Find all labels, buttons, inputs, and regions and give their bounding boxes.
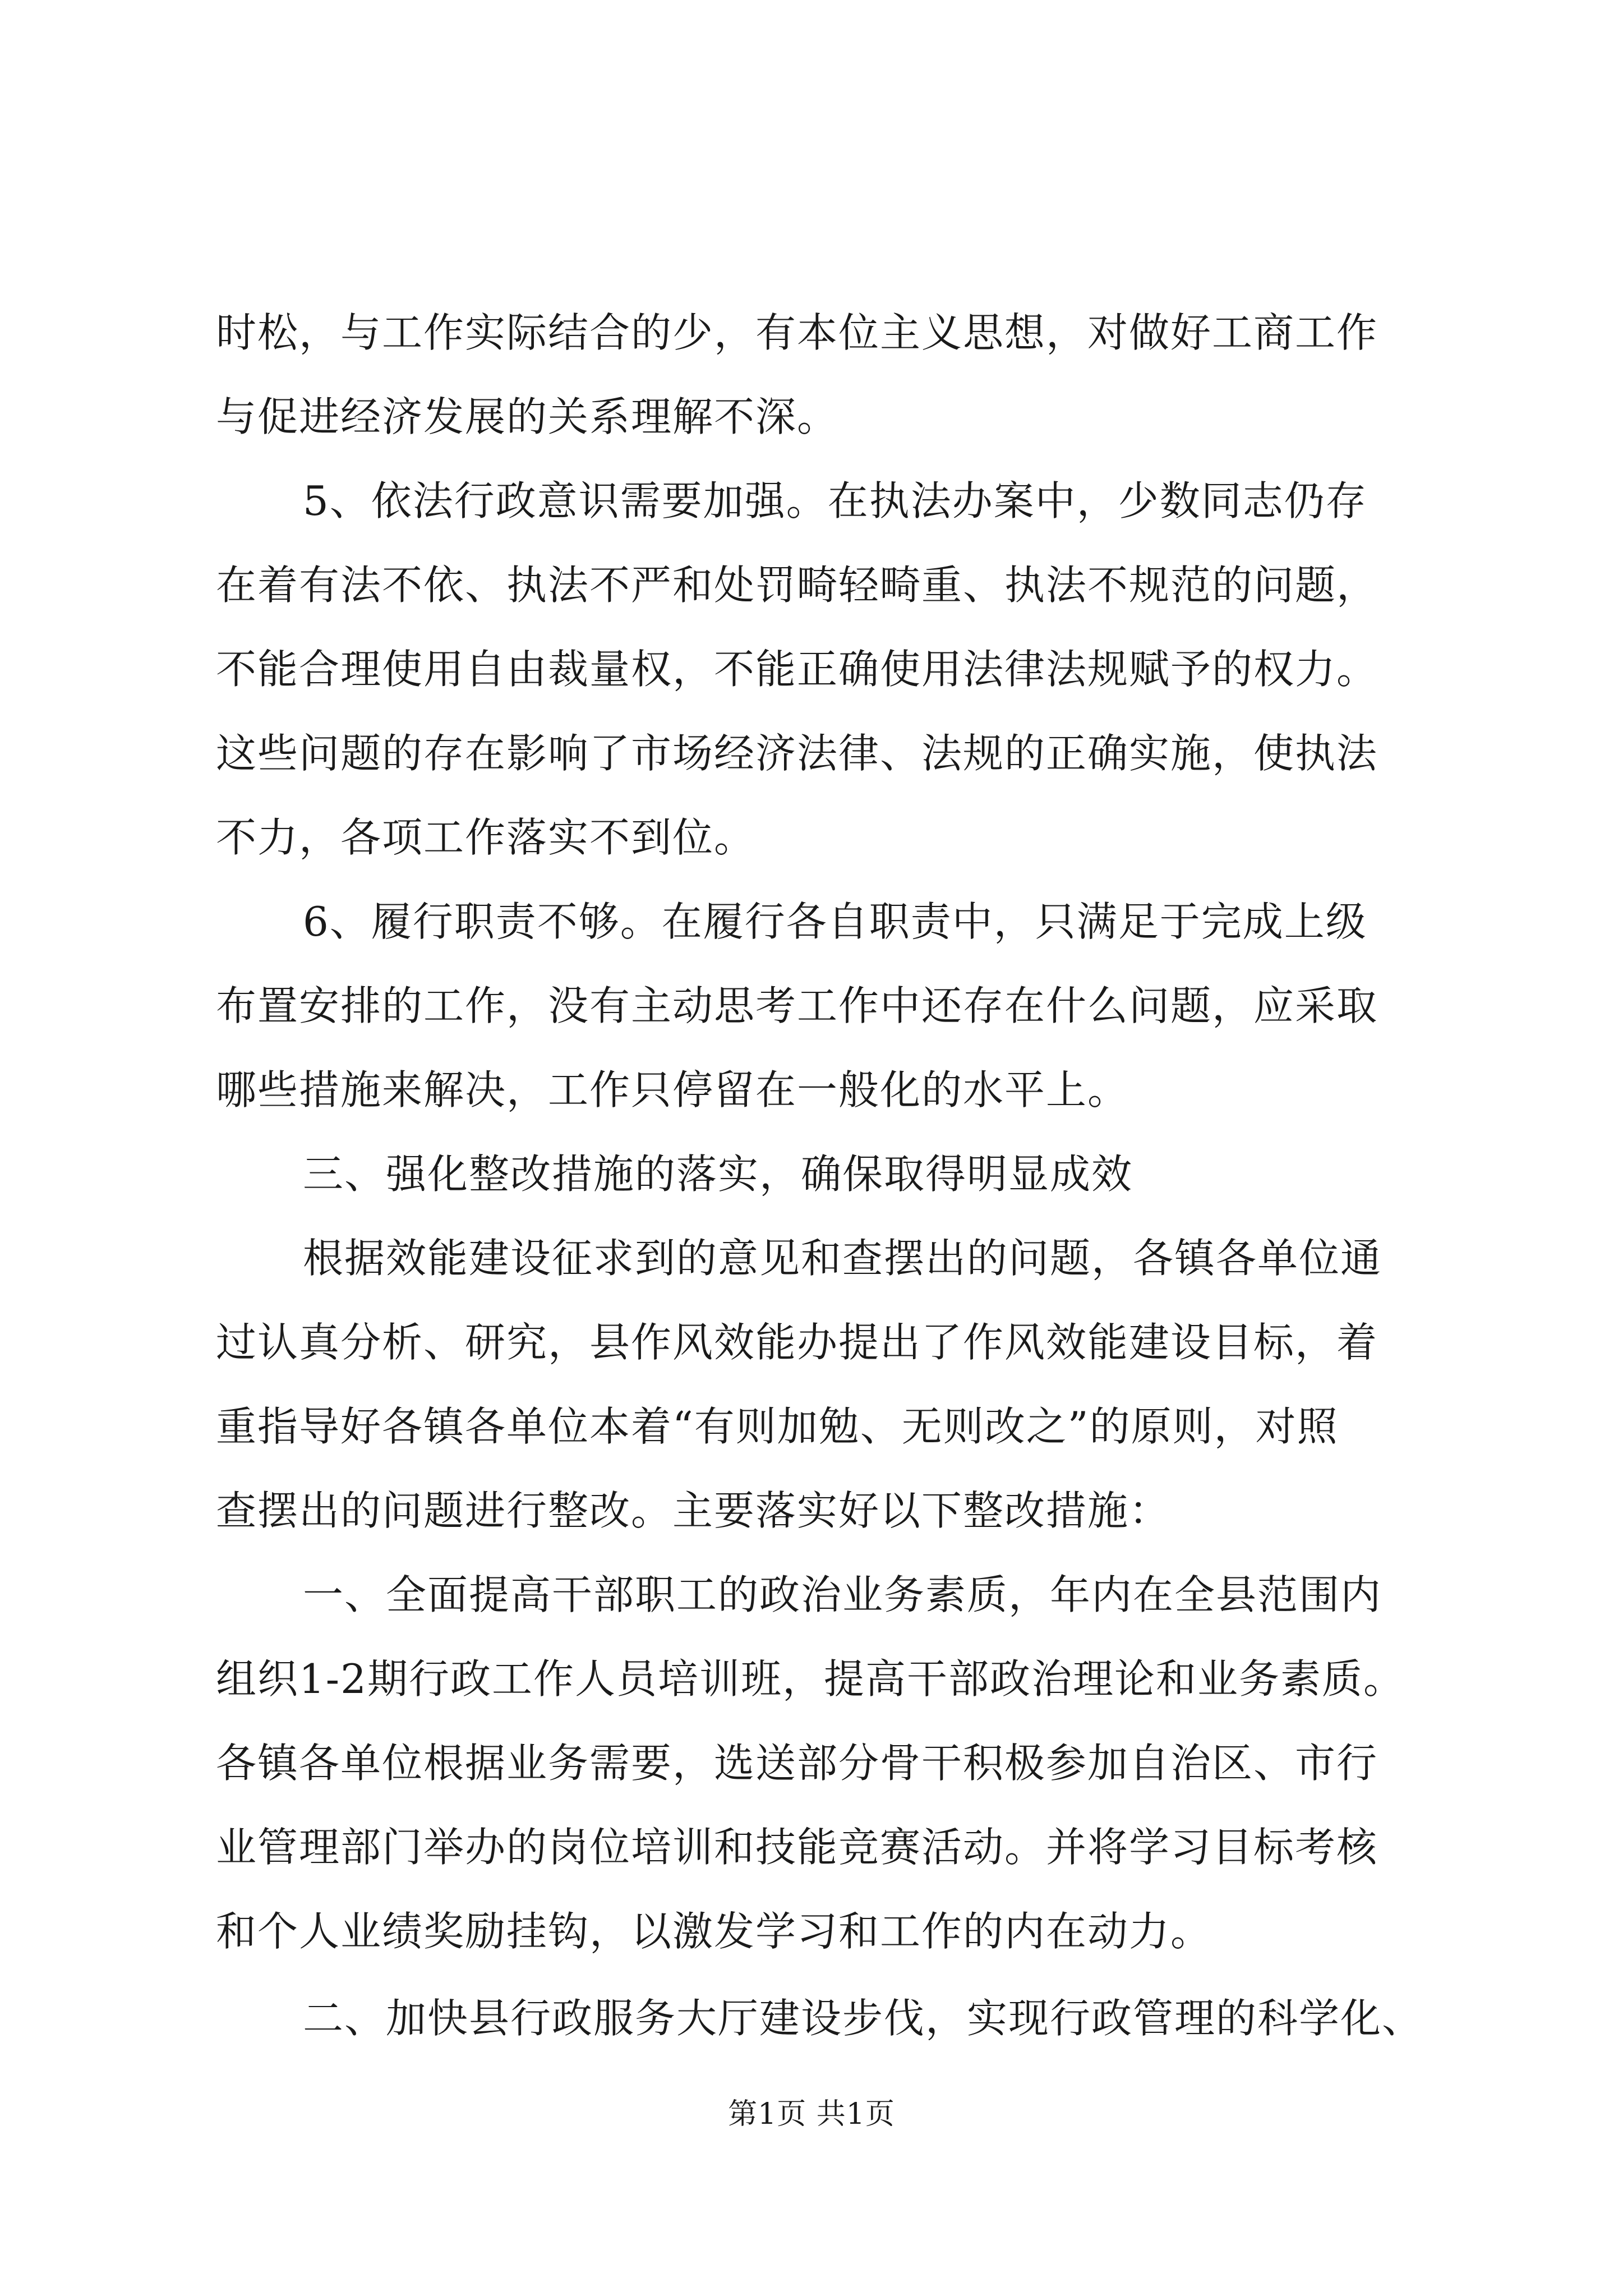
text-line: 时松，与工作实际结合的少，有本位主义思想，对做好工商工作	[216, 309, 1378, 356]
text-line: 在着有法不依、执法不严和处罚畸轻畸重、执法不规范的问题，	[216, 562, 1378, 609]
paragraph-6-start: 6、履行职责不够。在履行各自职责中，只满足于完成上级	[303, 898, 1367, 945]
measure-2-start: 二、加快县行政服务大厅建设步伐，实现行政管理的科学化、	[303, 1995, 1424, 2042]
text-line: 过认真分析、研究，县作风效能办提出了作风效能建设目标，着	[216, 1319, 1378, 1366]
text-line: 不力，各项工作落实不到位。	[216, 814, 756, 861]
text-line: 和个人业绩奖励挂钩，以激发学习和工作的内在动力。	[216, 1908, 1212, 1955]
text-line: 组织1-2期行政工作人员培训班，提高干部政治理论和业务素质。	[216, 1655, 1405, 1703]
paragraph-5-start: 5、依法行政意识需要加强。在执法办案中，少数同志仍存	[303, 477, 1367, 524]
section-heading-3: 三、强化整改措施的落实，确保取得明显成效	[303, 1151, 1133, 1198]
text-line: 哪些措施来解决，工作只停留在一般化的水平上。	[216, 1066, 1129, 1114]
text-line: 查摆出的问题进行整改。主要落实好以下整改措施：	[216, 1487, 1171, 1534]
text-line: 各镇各单位根据业务需要，选送部分骨干积极参加自治区、市行	[216, 1740, 1378, 1787]
text-line: 不能合理使用自由裁量权，不能正确使用法律法规赋予的权力。	[216, 646, 1378, 693]
text-line: 业管理部门举办的岗位培训和技能竞赛活动。并将学习目标考核	[216, 1824, 1378, 1871]
text-line: 与促进经济发展的关系理解不深。	[216, 393, 839, 440]
paragraph-start: 根据效能建设征求到的意见和查摆出的问题，各镇各单位通	[303, 1235, 1382, 1282]
text-line: 布置安排的工作，没有主动思考工作中还存在什么问题，应采取	[216, 982, 1378, 1029]
page-number-footer: 第1页 共1页	[728, 2097, 895, 2131]
text-line: 这些问题的存在影响了市场经济法律、法规的正确实施，使执法	[216, 730, 1378, 777]
measure-1-start: 一、全面提高干部职工的政治业务素质，年内在全县范围内	[303, 1571, 1382, 1618]
text-line: 重指导好各镇各单位本着“有则加勉、无则改之”的原则，对照	[216, 1403, 1339, 1450]
